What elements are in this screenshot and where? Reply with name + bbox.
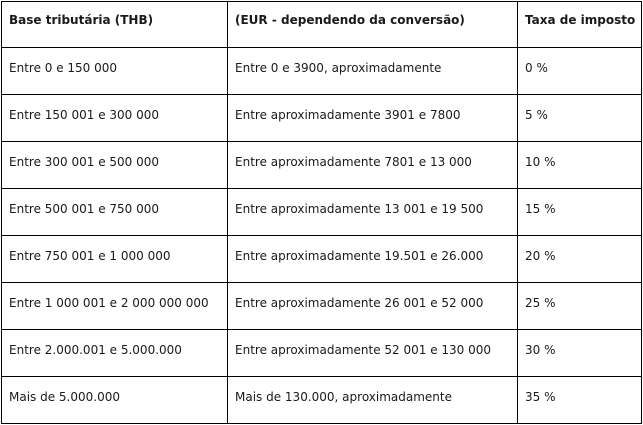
cell-eur-range: Entre aproximadamente 52 001 e 130 000 bbox=[228, 330, 518, 377]
table-header-row bbox=[2, 2, 642, 48]
cell-thb-range: Entre 750 001 e 1 000 000 bbox=[2, 236, 228, 283]
cell-eur-range: Entre aproximadamente 7801 e 13 000 bbox=[228, 142, 518, 189]
cell-tax-rate: 25 % bbox=[518, 283, 642, 330]
table-row bbox=[2, 189, 642, 236]
table-row bbox=[2, 142, 642, 189]
table-row bbox=[2, 377, 642, 424]
table-row bbox=[2, 95, 642, 142]
cell-tax-rate: 20 % bbox=[518, 236, 642, 283]
table-row bbox=[2, 48, 642, 95]
cell-eur-range: Entre aproximadamente 13 001 e 19 500 bbox=[228, 189, 518, 236]
table-row bbox=[2, 283, 642, 330]
cell-eur-range: Entre aproximadamente 19.501 e 26.000 bbox=[228, 236, 518, 283]
cell-tax-rate: 10 % bbox=[518, 142, 642, 189]
header-taxable-base-thb: Base tributária (THB) bbox=[2, 2, 228, 48]
cell-eur-range: Mais de 130.000, aproximadamente bbox=[228, 377, 518, 424]
table-row bbox=[2, 330, 642, 377]
cell-eur-range: Entre aproximadamente 3901 e 7800 bbox=[228, 95, 518, 142]
cell-tax-rate: 35 % bbox=[518, 377, 642, 424]
cell-tax-rate: 15 % bbox=[518, 189, 642, 236]
cell-tax-rate: 30 % bbox=[518, 330, 642, 377]
cell-thb-range: Entre 1 000 001 e 2 000 000 000 bbox=[2, 283, 228, 330]
cell-tax-rate: 0 % bbox=[518, 48, 642, 95]
cell-thb-range: Entre 0 e 150 000 bbox=[2, 48, 228, 95]
header-tax-rate: Taxa de imposto bbox=[518, 2, 642, 48]
header-eur-conversion: (EUR - dependendo da conversão) bbox=[228, 2, 518, 48]
cell-thb-range: Entre 150 001 e 300 000 bbox=[2, 95, 228, 142]
cell-thb-range: Entre 300 001 e 500 000 bbox=[2, 142, 228, 189]
cell-eur-range: Entre 0 e 3900, aproximadamente bbox=[228, 48, 518, 95]
cell-tax-rate: 5 % bbox=[518, 95, 642, 142]
cell-thb-range: Mais de 5.000.000 bbox=[2, 377, 228, 424]
cell-thb-range: Entre 500 001 e 750 000 bbox=[2, 189, 228, 236]
tax-rate-table bbox=[1, 1, 642, 424]
cell-thb-range: Entre 2.000.001 e 5.000.000 bbox=[2, 330, 228, 377]
cell-eur-range: Entre aproximadamente 26 001 e 52 000 bbox=[228, 283, 518, 330]
table-row bbox=[2, 236, 642, 283]
